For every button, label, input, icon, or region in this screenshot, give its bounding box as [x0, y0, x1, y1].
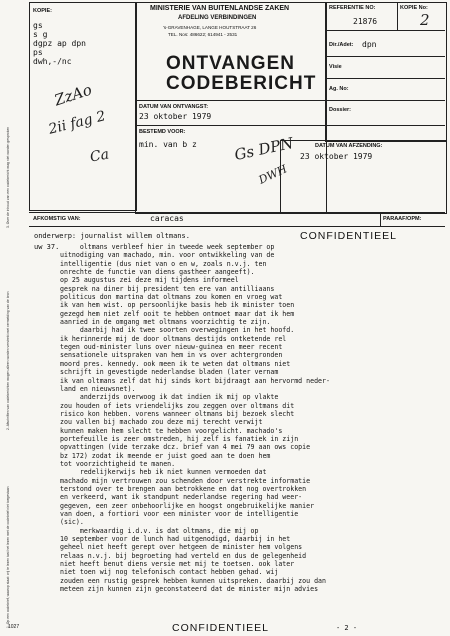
distribution-line-1: gs [33, 21, 43, 30]
afkomstig-label: AFKOMSTIG VAN: [33, 216, 81, 222]
divider [397, 2, 398, 30]
margin-note-1: 1. Op een codebrief, waarop staat: vrij te lezen tast het lezen met de codebrief niet toegestaan [6, 486, 10, 628]
body-line: machado mijn vertrouwen zou schenden door verstrekte informatie [60, 476, 311, 485]
visie-label: Visie [329, 64, 342, 70]
divider [135, 125, 445, 126]
ministry-name: MINISTERIE VAN BUITENLANDSE ZAKEN [150, 5, 290, 12]
body-line: ik van hem wist. op persoonlijke basis heb ik minister toen [60, 301, 295, 310]
body-line: kunnen maken hem slecht te hebben voorgelicht. machado's [60, 426, 283, 435]
distribution-line-3: dgpz ap dpn [33, 39, 86, 48]
handwritten-note-1: ZzAo [52, 80, 95, 110]
body-line: zou vallen bij machado zou deze mij terecht verwijt [60, 418, 263, 427]
confidential-stamp-bottom: CONFIDENTIEEL [172, 622, 270, 634]
handwritten-note-2: 2ii fag 2 [46, 108, 108, 138]
address-line-1: 's-GRAVENHAGE, LANGE HOUTSTRAAT 26 [163, 25, 257, 30]
divider [325, 100, 445, 101]
body-line: zou houden of iets vriendelijks zou zeggen over oltmans dit [60, 401, 295, 410]
body-line: portefeuille is zeer omstreden, hij zelf is fanatiek in zijn [60, 434, 299, 443]
title-codebericht: CODEBERICHT [166, 73, 317, 94]
body-line: gesprek na diner bij president ten ere van antilliaans [60, 284, 275, 293]
paraaf-label: PARAAF/OPM: [383, 216, 422, 222]
bestemd-voor-label: BESTEMD VOOR: [139, 129, 186, 135]
body-line: merkwaardig i.d.v. is dat oltmans, die mij op [60, 526, 259, 535]
confidential-stamp-top: CONFIDENTIEEL [300, 230, 398, 242]
subject-line: onderwerp: journalist willem oltmans. [34, 232, 190, 240]
page-marker: - 2 - [336, 624, 358, 632]
body-line: intelligentie (dus niet van o en w, zoals n.v.j. ten [60, 259, 267, 268]
body-line: gegeven, een zeer onbehoorlijke en hoogst ongebruikelijke manier [60, 501, 315, 510]
body-line: opvattingen (vide terzake dcz. brief van 4 mei 79 aan ows copie [60, 443, 311, 452]
distribution-line-2: s g [33, 30, 48, 39]
divider [380, 212, 381, 226]
divider [29, 212, 445, 213]
dir-label: Dir./Adet: [329, 42, 354, 48]
body-line: schrijft in gevestigde nederlandse bladen (later vernam [60, 368, 279, 377]
body-line: meteen zijn kunnen zijn geconstateerd dat de minister mijn advies [60, 585, 319, 594]
kopie-no-label: KOPIE No: [400, 5, 428, 11]
body-line: ik herinnerde mij de door oltmans destijds ontketende rel [60, 334, 287, 343]
kopie-no-value: 2 [420, 11, 430, 29]
handwritten-note-3: Ca [88, 146, 111, 166]
body-line: van doen, a fortiori voor een minister voor de intelligentie [60, 510, 299, 518]
body-line: daarbij had ik twee soorten overwegingen in het hoofd. [60, 326, 295, 335]
margin-note-2: 2. Afschriften van codeberichten mogen alleen worden verstrekt met vermelding van de bron [6, 291, 10, 430]
body-line: terstond over te brengen aan betrokkene en dat nog overtrokken [60, 484, 307, 493]
body-line: risico kon hebben. vorens wanneer oltmans bij bezoek slecht [60, 409, 295, 418]
referentie-value: 21876 [353, 17, 378, 26]
body-line: sensationele uitspraken van hem in vs over achtergronden [60, 351, 283, 360]
title-ontvangen: ONTVANGEN [166, 53, 295, 74]
divider [325, 78, 445, 79]
body-line: relaas n.v.j. bij begroeting had verteld en dus de gelegenheid [60, 551, 307, 560]
body-line: zouden een rustig gesprek hebben kunnen uitspreken. daarbij zou dan [60, 576, 326, 585]
body-line: oltmans verbleef hier in tweede week september op [60, 243, 275, 251]
body-line: geheel niet heeft gerept over hetgeen de minister hem volgens [60, 543, 303, 552]
body-line: 10 september voor de lunch had uitgenodigd, daarbij in het [60, 535, 291, 544]
divider [29, 226, 445, 227]
body-line: tegen oud-minister luns over nieuw-guinea en meer recent [60, 343, 283, 352]
body-line: niet toen wij nog telefonisch contact hebben gehad. wij [60, 568, 279, 577]
message-number: uw 37. [34, 243, 60, 251]
distribution-line-5: dwh,-/nc [33, 57, 72, 66]
body-line: tot voorzichtigheid te manen. [60, 459, 176, 468]
message-body [60, 243, 436, 593]
body-line: op 25 augustus zei deze mij tijdens informeel [60, 276, 239, 285]
dossier-label: Dossier: [329, 107, 352, 113]
bestemd-voor-value: min. van b z [139, 140, 197, 149]
margin-note-3: 3. Over de inhoud van een codebericht mag niet worden gesproken [6, 126, 10, 228]
body-line: ik van oltmans zelf dat hij sinds kort bijdraagt aan hervormd neder- [60, 376, 330, 385]
distribution-line-4: ps [33, 48, 43, 57]
body-line: redelijkerwijs heb ik niet kunnen vermoeden dat [60, 468, 267, 477]
divider [325, 30, 445, 31]
body-line: moord pres. kennedy. ook meen ik te weten dat oltmans niet [60, 359, 291, 368]
datum-afzending-label: DATUM VAN AFZENDING: [315, 143, 383, 149]
divider [325, 56, 445, 57]
dir-value: dpn [362, 40, 377, 49]
body-line: anderzijds overwoog ik dat indien ik mij op vlakte [60, 393, 279, 402]
body-line: land en nieuwsnet). [60, 384, 136, 393]
afkomstig-value: caracas [150, 214, 184, 223]
body-line: gezegd hem niet zelf ooit te hebben ontmoet maar dat ik hem [60, 309, 295, 318]
handwritten-note-4: Gs DPN [232, 133, 295, 165]
body-line: en verkeerd, want ik standpunt nederlandse regering had weer- [60, 493, 303, 502]
body-line: aanried in de omgang met oltmans voorzichtig te zijn. [60, 318, 271, 327]
body-line: (sic). [60, 518, 84, 527]
kopie-label: KOPIE: [33, 8, 52, 14]
body-line: bz 172) zodat ik meende er juist goed aan te doen hem [60, 451, 271, 460]
handwritten-note-5: DWH [256, 162, 290, 187]
body-line: niet heeft benut diens versie met mij te toetsen. ook later [60, 560, 295, 569]
datum-ontvangst-label: DATUM VAN ONTVANGST: [139, 104, 209, 110]
datum-afzending-value: 23 oktober 1979 [300, 152, 373, 161]
address-line-2: TEL. Nos: 486622; 614941 - 2531 [168, 32, 238, 37]
body-line: politicus don martina dat oltmans zou komen en vroeg wat [60, 293, 283, 302]
referentie-label: REFERENTIE NO: [329, 5, 376, 11]
divider [135, 100, 325, 101]
form-number: 1027 [8, 624, 20, 630]
body-line: uitnodiging van machado, min. voor ontwikkeling van de [60, 251, 275, 260]
datum-ontvangst-value: 23 oktober 1979 [139, 112, 212, 121]
ag-no-label: Ag. No: [329, 86, 349, 92]
department-name: AFDELING VERBINDINGEN [178, 15, 257, 21]
body-line: onrechte de functie van diens gastheer aangeeft). [60, 268, 255, 277]
